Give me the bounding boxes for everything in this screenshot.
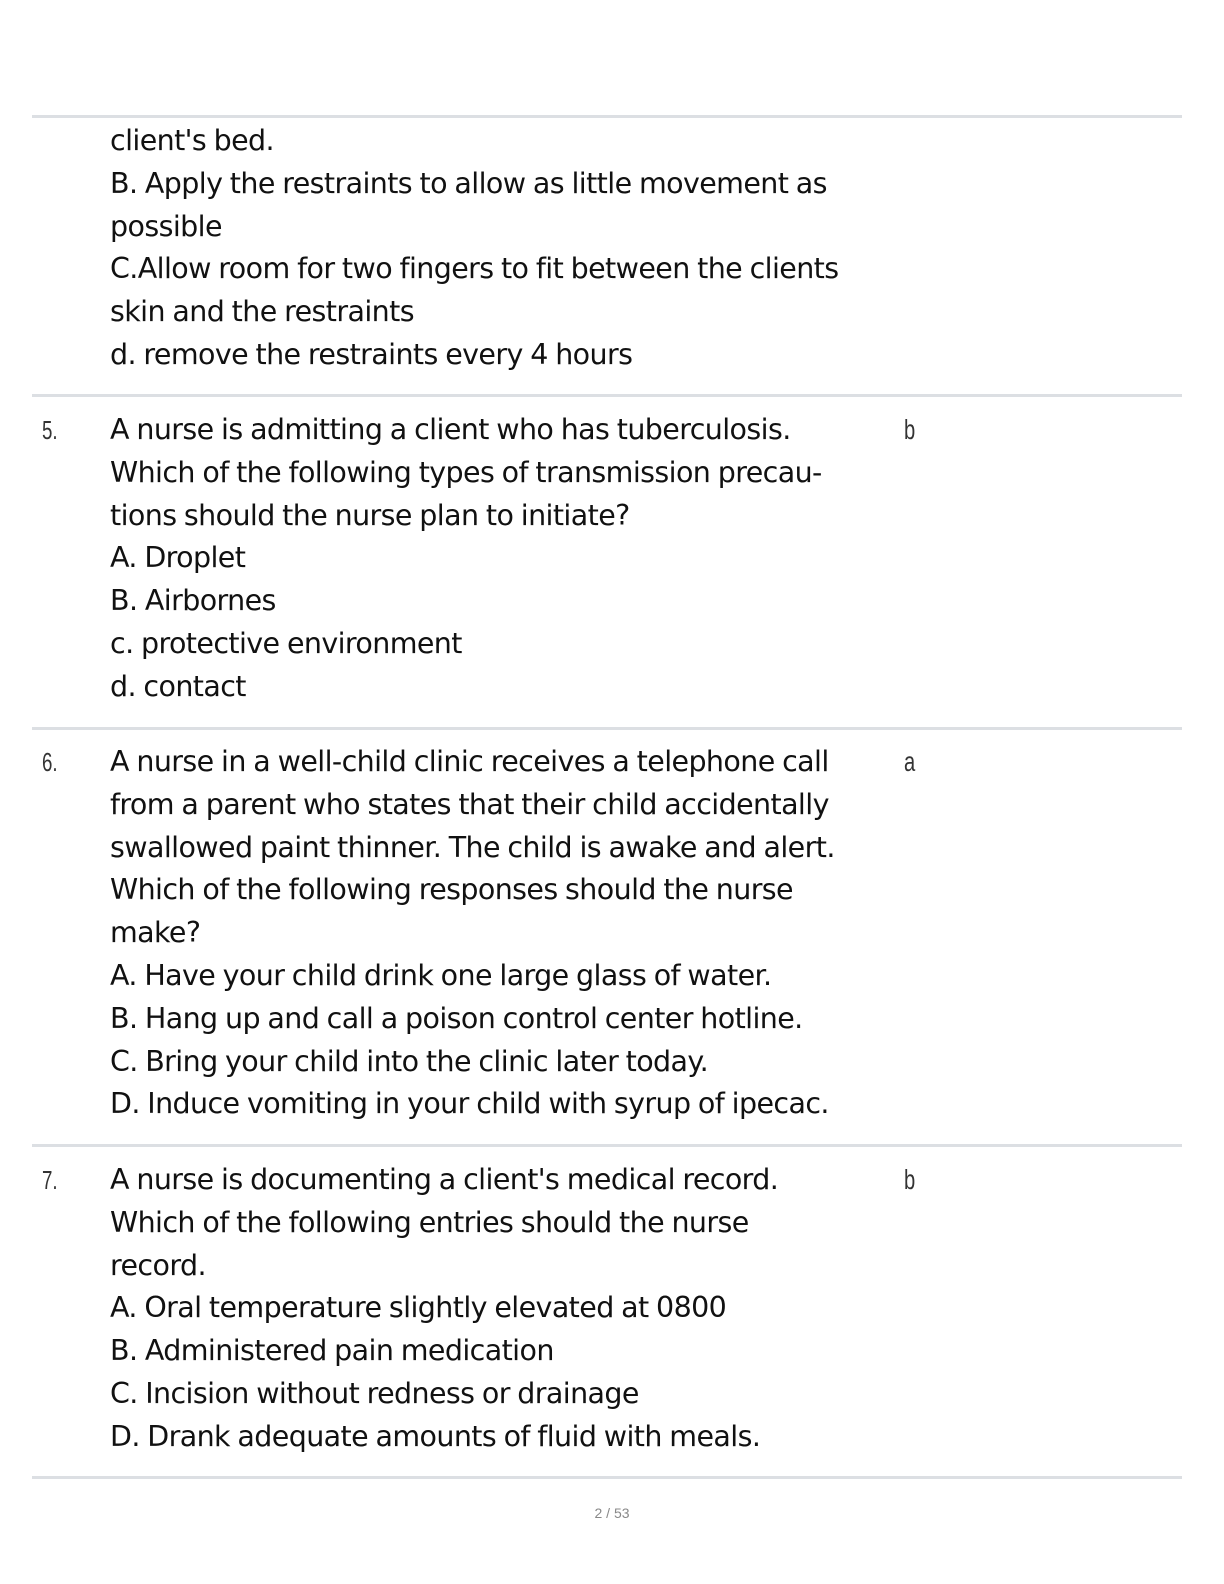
continuation-text — [110, 120, 910, 377]
text-line: A. Droplet — [110, 541, 246, 575]
answer-key: b — [904, 414, 916, 445]
text-line: C. Bring your child into the clinic later today. — [110, 1044, 709, 1078]
text-line: A nurse is admitting a client who has tuberculosis. — [110, 413, 791, 446]
text-line: A. Have your child drink one large glass of water. — [110, 958, 772, 992]
text-line: make? — [110, 916, 201, 950]
text-line: C. Incision without redness or drainage — [110, 1376, 639, 1410]
text-line: client's bed. — [110, 124, 274, 157]
text-line: d. remove the restraints every 4 hours — [110, 337, 633, 371]
text-line: A nurse is documenting a client's medical record. — [110, 1163, 779, 1196]
text-line: B. Airbornes — [110, 584, 276, 618]
text-line: Which of the following entries should the nurse — [110, 1205, 749, 1239]
text-line: B. Hang up and call a poison control center hotline. — [110, 1001, 803, 1035]
text-line: c. protective environment — [110, 626, 462, 660]
divider-bottom — [32, 1476, 1182, 1479]
text-line: A. Oral temperature slightly elevated at 0800 — [110, 1291, 727, 1325]
text-line: swallowed paint thinner. The child is awake and alert. — [110, 830, 835, 864]
page-indicator: 2 / 53 — [594, 1505, 630, 1521]
text-line: record. — [110, 1248, 206, 1282]
text-line: Which of the following types of transmission precau- — [110, 455, 822, 489]
text-line: Which of the following responses should the nurse — [110, 873, 793, 907]
question-number: 7. — [42, 1165, 58, 1195]
text-line: B. Administered pain medication — [110, 1334, 554, 1368]
divider-q6 — [32, 727, 1182, 730]
text-line: skin and the restraints — [110, 295, 414, 329]
text-line: d. contact — [110, 669, 246, 703]
divider-q5 — [32, 394, 1182, 397]
text-line: tions should the nurse plan to initiate? — [110, 498, 630, 532]
question-text — [110, 409, 910, 709]
divider-top — [32, 115, 1182, 118]
text-line: B. Apply the restraints to allow as little movement as — [110, 166, 827, 200]
question-number: 6. — [42, 747, 58, 777]
text-line: D. Induce vomiting in your child with syrup of ipecac. — [110, 1087, 829, 1121]
answer-key: b — [904, 1164, 916, 1195]
text-line: A nurse in a well-child clinic receives a telephone call — [110, 745, 829, 778]
text-line: from a parent who states that their child accidentally — [110, 787, 829, 821]
question-number: 5. — [42, 415, 58, 445]
text-line: C.Allow room for two fingers to fit between the clients — [110, 252, 839, 286]
question-text — [110, 1159, 910, 1459]
divider-q7 — [32, 1144, 1182, 1147]
text-line: possible — [110, 209, 222, 243]
answer-key: a — [904, 746, 916, 777]
text-line: D. Drank adequate amounts of fluid with meals. — [110, 1419, 761, 1453]
question-text — [110, 741, 910, 1126]
